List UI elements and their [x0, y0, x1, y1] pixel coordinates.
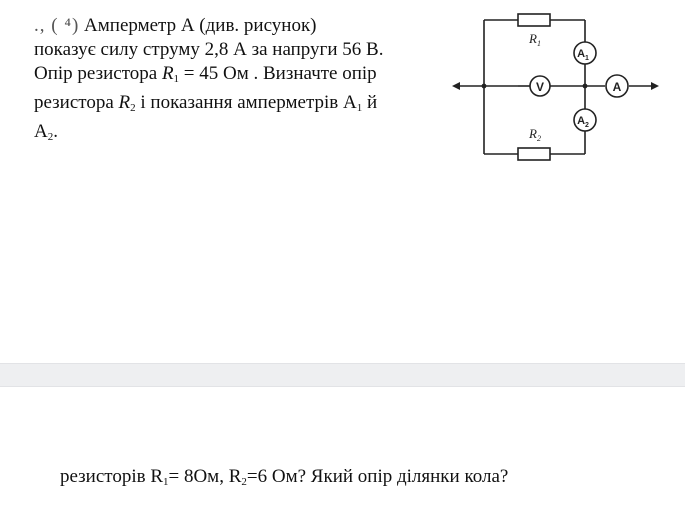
resistor-r2 [518, 148, 550, 160]
section-divider-band [0, 363, 685, 387]
r1-variable: R [161, 63, 174, 84]
ammeter-a1-label: $A_1$ [577, 48, 589, 62]
problem-line-5 [34, 120, 434, 149]
r2-label: $R_2$ [529, 126, 541, 143]
second-sub1: 1 [163, 476, 169, 488]
r2-subscript: 2 [130, 102, 136, 114]
line4-b: і показання амперметрів А [135, 92, 357, 113]
cropped-prefix: ., ( ⁴) [34, 15, 80, 36]
a1-subscript: 1 [356, 102, 363, 114]
second-problem-text [60, 465, 508, 494]
r2-variable: R [118, 92, 131, 113]
problem-line-4 [34, 91, 434, 120]
line4-a: резистора [34, 92, 119, 113]
line5-b: . [53, 121, 58, 142]
problem-line-1-text: Амперметр А (див. рисунок) [84, 15, 317, 36]
voltmeter-label: V [535, 80, 545, 94]
second-text-c: =6 Ом? Який опір ділянки кола? [246, 466, 509, 487]
line5-a: А [34, 121, 48, 142]
r1-subscript: 1 [173, 73, 180, 85]
circuit-diagram [448, 6, 663, 164]
problem-line-1 [34, 14, 434, 38]
line3-b: = 45 Ом . Визначте опір [179, 63, 377, 84]
ammeter-a2-label: $A_2$ [577, 115, 589, 129]
second-sub2: 2 [241, 476, 247, 488]
output-terminal-arrow-icon [651, 82, 659, 90]
a2-subscript: 2 [47, 131, 54, 143]
ammeter-main-label: A [612, 80, 622, 94]
resistor-r1 [518, 14, 550, 26]
problem-line-3 [34, 62, 434, 91]
second-text-a: резисторів R [60, 466, 163, 487]
problem-text [34, 14, 434, 149]
second-text-b: = 8Ом, R [168, 466, 242, 487]
input-terminal-arrow-icon [452, 82, 460, 90]
right-junction-node [583, 84, 588, 89]
r1-label: $R_1$ [529, 31, 541, 48]
problem-line-2: показує силу струму 2,8 А за напруги 56 В. [34, 39, 384, 60]
left-junction-node [482, 84, 487, 89]
line3-a: Опір резистора [34, 63, 162, 84]
line4-c: й [362, 92, 378, 113]
